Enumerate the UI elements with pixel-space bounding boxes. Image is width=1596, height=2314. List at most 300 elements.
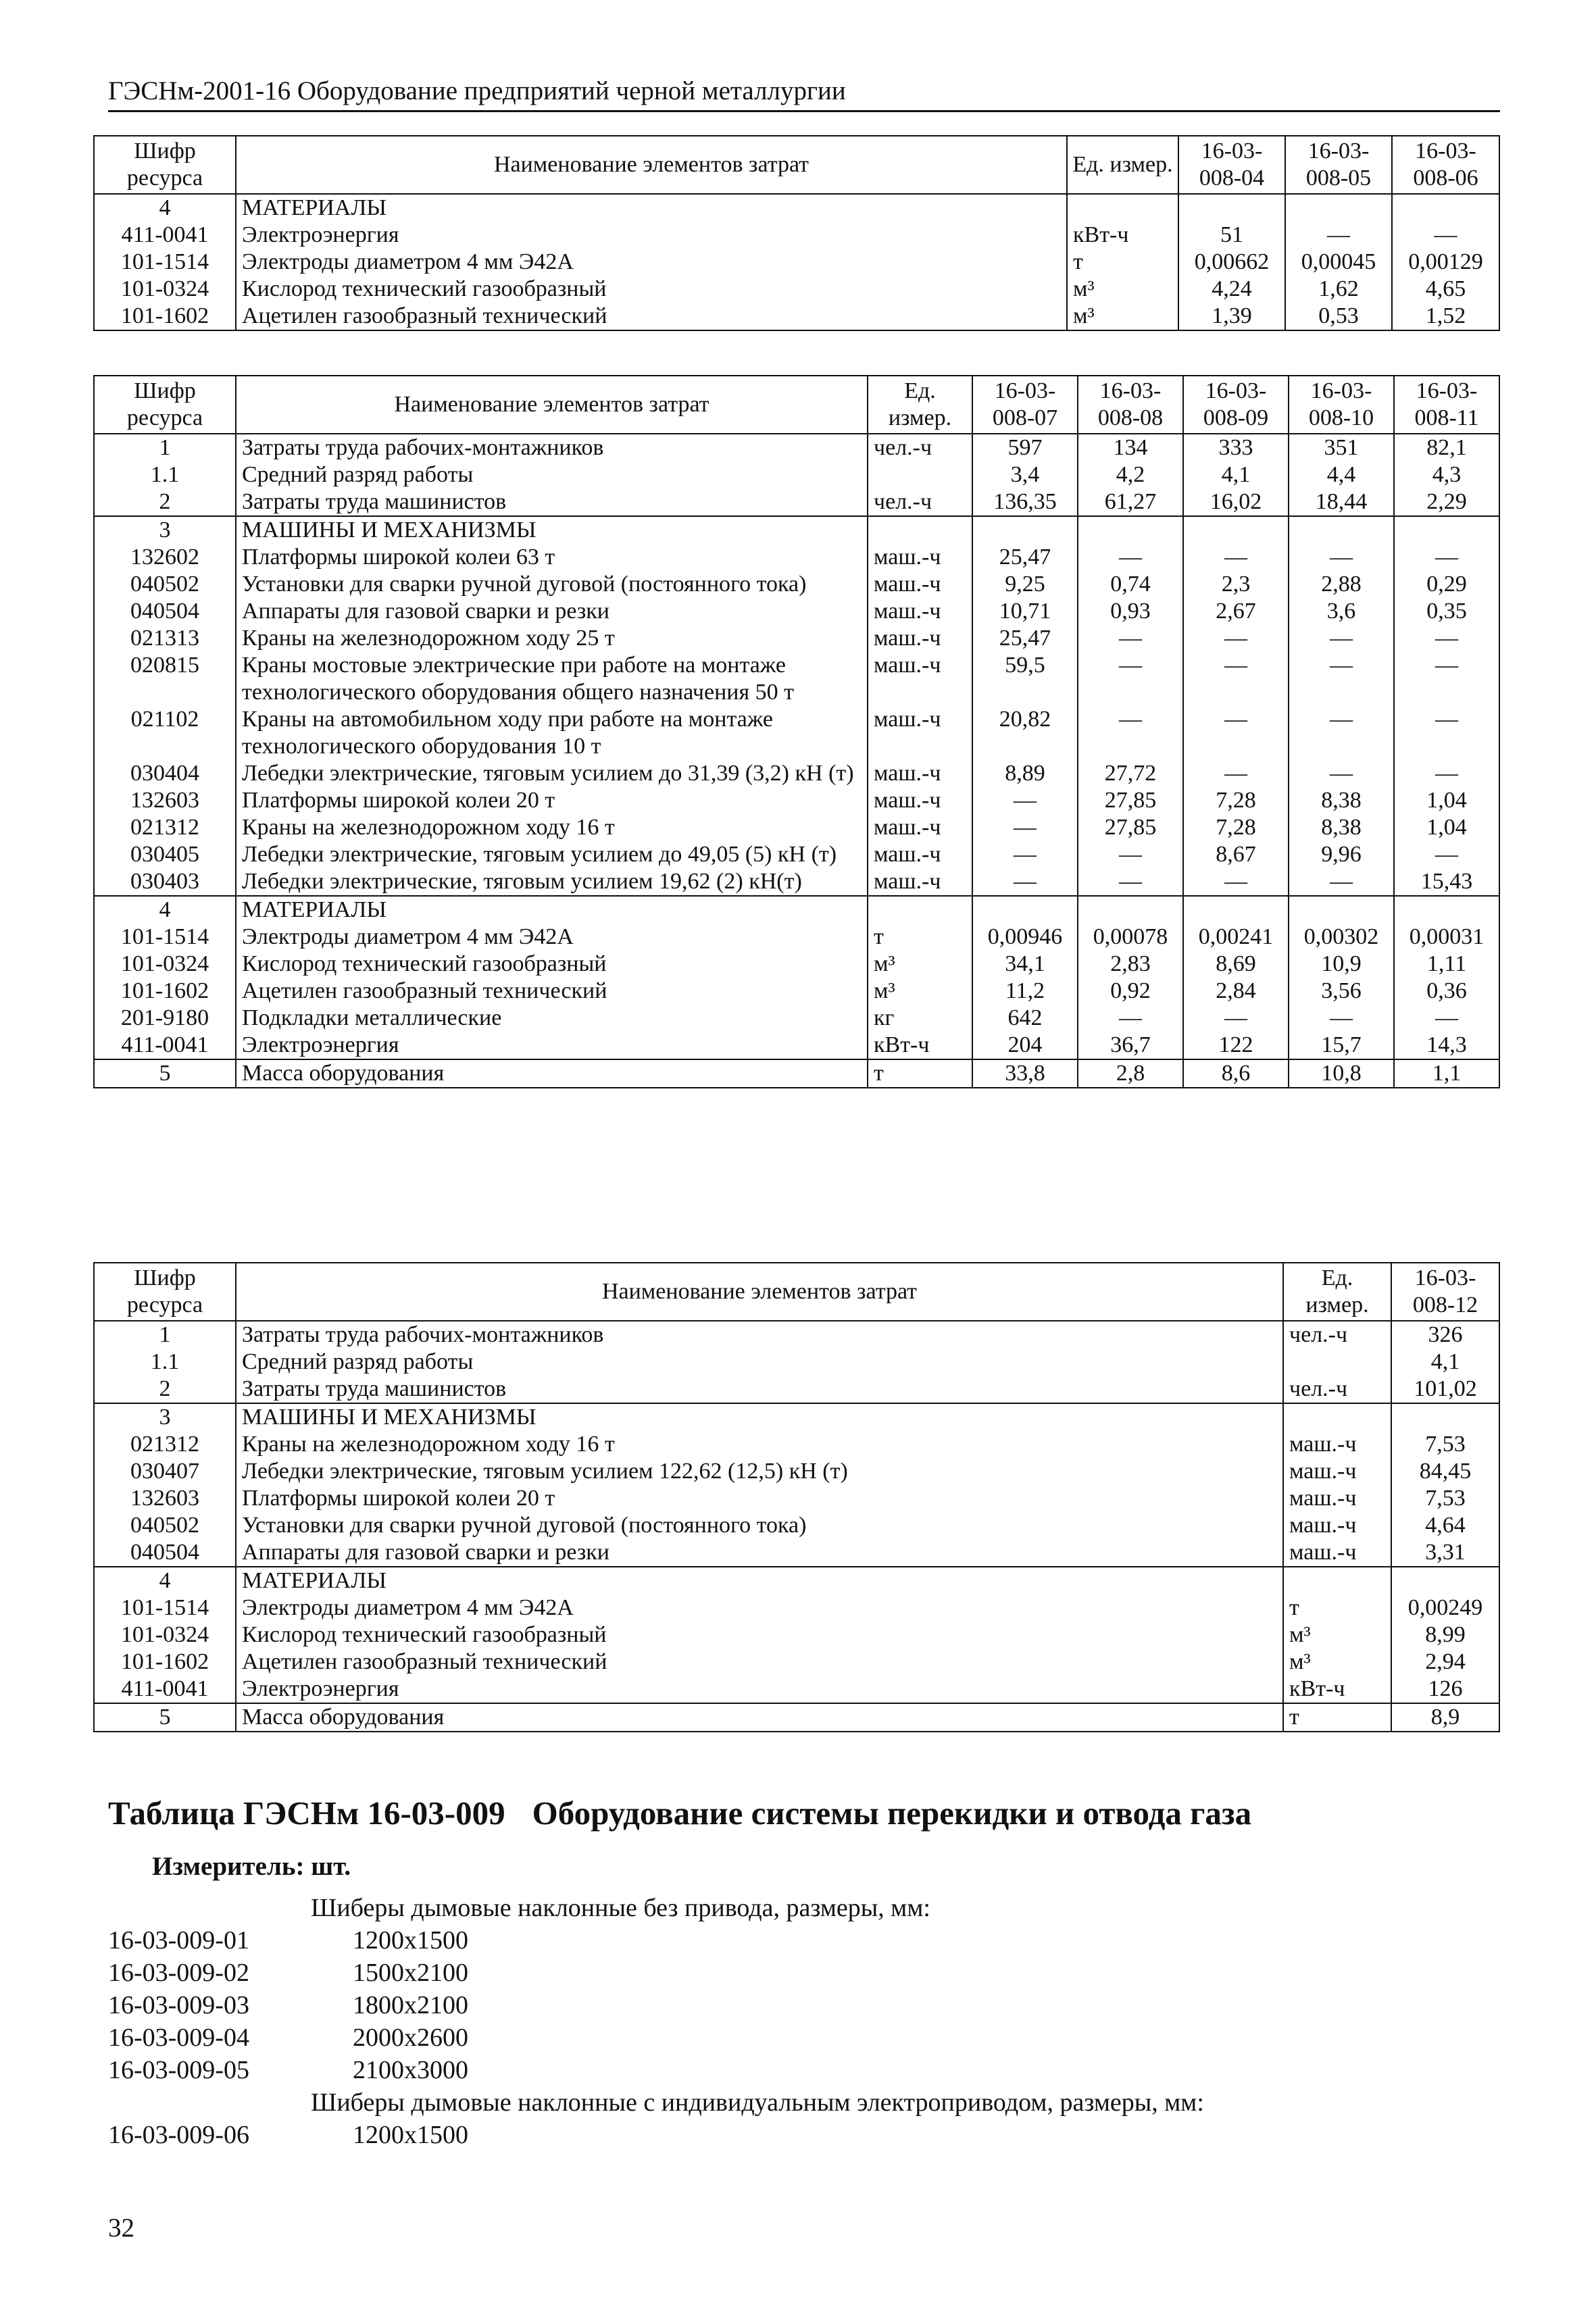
measure-unit: Измеритель: шт. xyxy=(152,1852,351,1881)
unit-cell: маш.-ч xyxy=(868,652,972,706)
value-cell: — xyxy=(1183,1005,1289,1032)
value-cell: 34,1 xyxy=(972,951,1078,978)
unit-cell xyxy=(1067,194,1178,222)
resource-name: Аппараты для газовой сварки и резки xyxy=(236,1539,1283,1567)
table-row xyxy=(94,896,1499,924)
unit-cell: м³ xyxy=(1283,1649,1391,1676)
table-row xyxy=(94,194,1499,222)
unit-cell xyxy=(1283,1567,1391,1594)
resource-code: 132602 xyxy=(94,544,236,571)
value-cell: 2,94 xyxy=(1391,1649,1499,1676)
value-cell: 1,62 xyxy=(1285,276,1392,303)
resource-name: Ацетилен газообразный технический xyxy=(236,1649,1283,1676)
value-cell: 4,2 xyxy=(1078,461,1183,488)
unit-cell: маш.-ч xyxy=(1283,1485,1391,1512)
value-cell: 10,8 xyxy=(1289,1059,1394,1088)
unit-cell: чел.-ч xyxy=(1283,1376,1391,1403)
unit-cell: кВт-ч xyxy=(1283,1676,1391,1703)
table-row xyxy=(94,760,1499,787)
value-cell: — xyxy=(1394,706,1499,760)
value-cell: 27,85 xyxy=(1078,814,1183,841)
value-cell: 2,83 xyxy=(1078,951,1183,978)
resource-code: 101-1514 xyxy=(94,249,236,276)
value-cell: 84,45 xyxy=(1391,1458,1499,1485)
resource-code: 101-1514 xyxy=(94,924,236,951)
unit-cell: маш.-ч xyxy=(868,760,972,787)
resource-name: Затраты труда машинистов xyxy=(236,488,868,516)
resource-table-1 xyxy=(93,135,1500,331)
unit-cell xyxy=(868,896,972,924)
value-cell: 3,56 xyxy=(1289,978,1394,1005)
resource-name: Кислород технический газообразный xyxy=(236,951,868,978)
value-cell: — xyxy=(1078,868,1183,896)
value-cell xyxy=(1178,194,1285,222)
norm-code: 16-03-009-01 xyxy=(108,1926,249,1955)
resource-name: Лебедки электрические, тяговым усилием 19,62 (2) кН(т) xyxy=(236,868,868,896)
value-cell: 0,00662 xyxy=(1178,249,1285,276)
table-row xyxy=(94,303,1499,330)
table-row xyxy=(94,516,1499,544)
resource-name: Краны на железнодорожном ходу 25 т xyxy=(236,625,868,652)
value-cell: 2,88 xyxy=(1289,571,1394,598)
unit-cell: кг xyxy=(868,1005,972,1032)
item-size: 1200х1500 xyxy=(353,1926,468,1955)
unit-cell: т xyxy=(1067,249,1178,276)
value-cell: 0,74 xyxy=(1078,571,1183,598)
resource-code: 411-0041 xyxy=(94,222,236,249)
value-cell: 8,69 xyxy=(1183,951,1289,978)
resource-name: Электроэнергия xyxy=(236,1676,1283,1703)
value-cell: 642 xyxy=(972,1005,1078,1032)
value-cell: 25,47 xyxy=(972,625,1078,652)
value-cell xyxy=(972,516,1078,544)
table-row xyxy=(94,598,1499,625)
value-cell: 0,00946 xyxy=(972,924,1078,951)
value-cell: 0,92 xyxy=(1078,978,1183,1005)
resource-name: Кислород технический газообразный xyxy=(236,1621,1283,1649)
resource-name: Платформы широкой колеи 20 т xyxy=(236,787,868,814)
value-cell: 7,28 xyxy=(1183,787,1289,814)
table-row xyxy=(94,1458,1499,1485)
table-row xyxy=(94,1703,1499,1732)
unit-cell xyxy=(1283,1349,1391,1376)
value-cell: — xyxy=(1289,652,1394,706)
value-cell: 0,00031 xyxy=(1394,924,1499,951)
resource-name: МАТЕРИАЛЫ xyxy=(236,1567,1283,1594)
resource-code: 021312 xyxy=(94,814,236,841)
value-cell: 51 xyxy=(1178,222,1285,249)
value-cell: — xyxy=(1183,868,1289,896)
unit-cell: маш.-ч xyxy=(868,706,972,760)
value-cell: — xyxy=(1289,760,1394,787)
col-header-norm: 16-03-008-09 xyxy=(1183,376,1289,434)
resource-code: 4 xyxy=(94,194,236,222)
table-row xyxy=(94,978,1499,1005)
resource-code: 101-1514 xyxy=(94,1594,236,1621)
resource-name: Затраты труда рабочих-монтажников xyxy=(236,1321,1283,1349)
col-header-norm: 16-03-008-04 xyxy=(1178,136,1285,194)
value-cell: 4,24 xyxy=(1178,276,1285,303)
value-cell: 4,1 xyxy=(1183,461,1289,488)
value-cell: 0,00302 xyxy=(1289,924,1394,951)
value-cell xyxy=(1289,896,1394,924)
value-cell: 25,47 xyxy=(972,544,1078,571)
resource-name: Электроэнергия xyxy=(236,1032,868,1059)
value-cell: 0,53 xyxy=(1285,303,1392,330)
resource-name: Подкладки металлические xyxy=(236,1005,868,1032)
value-cell: 27,72 xyxy=(1078,760,1183,787)
col-header-norm: 16-03-008-06 xyxy=(1392,136,1499,194)
value-cell: 59,5 xyxy=(972,652,1078,706)
value-cell: 0,93 xyxy=(1078,598,1183,625)
value-cell: 2,3 xyxy=(1183,571,1289,598)
value-cell: — xyxy=(1078,841,1183,868)
table-row xyxy=(94,951,1499,978)
unit-cell: чел.-ч xyxy=(868,434,972,461)
table-row xyxy=(94,1512,1499,1539)
unit-cell: маш.-ч xyxy=(868,598,972,625)
value-cell: 8,67 xyxy=(1183,841,1289,868)
table-row xyxy=(94,1321,1499,1349)
table-row xyxy=(94,625,1499,652)
value-cell: — xyxy=(1078,706,1183,760)
table-row xyxy=(94,1539,1499,1567)
value-cell: 1,04 xyxy=(1394,814,1499,841)
resource-code: 030407 xyxy=(94,1458,236,1485)
unit-cell: маш.-ч xyxy=(868,868,972,896)
item-group-heading: Шиберы дымовые наклонные без привода, размеры, мм: xyxy=(311,1894,930,1922)
unit-cell: маш.-ч xyxy=(868,787,972,814)
col-header-norm: 16-03-008-11 xyxy=(1394,376,1499,434)
norm-code: 16-03-009-04 xyxy=(108,2023,249,2052)
value-cell: 0,00078 xyxy=(1078,924,1183,951)
value-cell: — xyxy=(1078,625,1183,652)
norm-code: 16-03-009-02 xyxy=(108,1959,249,1987)
value-cell: 333 xyxy=(1183,434,1289,461)
resource-code: 020815 xyxy=(94,652,236,706)
resource-code: 040502 xyxy=(94,571,236,598)
resource-code: 3 xyxy=(94,516,236,544)
value-cell xyxy=(1392,194,1499,222)
value-cell: 1,39 xyxy=(1178,303,1285,330)
value-cell: 2,67 xyxy=(1183,598,1289,625)
value-cell: 7,53 xyxy=(1391,1431,1499,1458)
value-cell: 11,2 xyxy=(972,978,1078,1005)
value-cell: 0,00045 xyxy=(1285,249,1392,276)
resource-code: 3 xyxy=(94,1403,236,1431)
unit-cell: маш.-ч xyxy=(1283,1512,1391,1539)
table-row xyxy=(94,814,1499,841)
resource-name: Затраты труда машинистов xyxy=(236,1376,1283,1403)
table-title xyxy=(108,1794,1251,1832)
resource-name: Масса оборудования xyxy=(236,1059,868,1088)
value-cell: 16,02 xyxy=(1183,488,1289,516)
value-cell: — xyxy=(1078,544,1183,571)
unit-cell: маш.-ч xyxy=(868,625,972,652)
resource-code: 1 xyxy=(94,434,236,461)
unit-cell: маш.-ч xyxy=(868,544,972,571)
value-cell: 8,38 xyxy=(1289,787,1394,814)
col-header-code: Шифр ресурса xyxy=(94,136,236,194)
resource-code: 4 xyxy=(94,1567,236,1594)
resource-name: Краны на железнодорожном ходу 16 т xyxy=(236,1431,1283,1458)
page-number: 32 xyxy=(108,2213,134,2242)
item-size: 1200х1500 xyxy=(353,2121,468,2149)
value-cell: 9,96 xyxy=(1289,841,1394,868)
unit-cell: м³ xyxy=(868,951,972,978)
value-cell: — xyxy=(1289,544,1394,571)
value-cell: 0,36 xyxy=(1394,978,1499,1005)
resource-name: Лебедки электрические, тяговым усилием до 31,39 (3,2) кН (т) xyxy=(236,760,868,787)
value-cell: — xyxy=(1394,652,1499,706)
resource-name: Электроэнергия xyxy=(236,222,1067,249)
value-cell: 8,89 xyxy=(972,760,1078,787)
resource-code: 021312 xyxy=(94,1431,236,1458)
resource-code: 101-0324 xyxy=(94,276,236,303)
unit-cell: кВт-ч xyxy=(868,1032,972,1059)
resource-code: 021313 xyxy=(94,625,236,652)
resource-name: Лебедки электрические, тяговым усилием до 49,05 (5) кН (т) xyxy=(236,841,868,868)
resource-code: 1 xyxy=(94,1321,236,1349)
resource-code: 5 xyxy=(94,1059,236,1088)
resource-code: 411-0041 xyxy=(94,1676,236,1703)
resource-name: Платформы широкой колеи 20 т xyxy=(236,1485,1283,1512)
unit-cell: кВт-ч xyxy=(1067,222,1178,249)
norm-code: 16-03-009-03 xyxy=(108,1991,249,2019)
value-cell: 134 xyxy=(1078,434,1183,461)
table-row xyxy=(94,488,1499,516)
value-cell: 61,27 xyxy=(1078,488,1183,516)
value-cell: — xyxy=(1183,544,1289,571)
value-cell: — xyxy=(1183,652,1289,706)
value-cell: 15,7 xyxy=(1289,1032,1394,1059)
value-cell xyxy=(1078,896,1183,924)
value-cell: 10,71 xyxy=(972,598,1078,625)
col-header-unit: Ед. измер. xyxy=(1283,1263,1391,1321)
value-cell: 14,3 xyxy=(1394,1032,1499,1059)
resource-table-2 xyxy=(93,375,1500,1088)
value-cell: 101,02 xyxy=(1391,1376,1499,1403)
resource-code: 030404 xyxy=(94,760,236,787)
table-row xyxy=(94,434,1499,461)
value-cell: 326 xyxy=(1391,1321,1499,1349)
value-cell: 9,25 xyxy=(972,571,1078,598)
value-cell: 8,6 xyxy=(1183,1059,1289,1088)
resource-name: Краны мостовые электрические при работе на монтаже технологического оборудования общего назначения 50 т xyxy=(236,652,868,706)
value-cell xyxy=(1183,516,1289,544)
value-cell: 4,3 xyxy=(1394,461,1499,488)
resource-code: 101-0324 xyxy=(94,951,236,978)
value-cell xyxy=(972,896,1078,924)
col-header-norm: 16-03-008-07 xyxy=(972,376,1078,434)
unit-cell: маш.-ч xyxy=(1283,1458,1391,1485)
resource-name: Ацетилен газообразный технический xyxy=(236,978,868,1005)
col-header-name: Наименование элементов затрат xyxy=(236,376,868,434)
value-cell: — xyxy=(1183,625,1289,652)
table-row xyxy=(94,1403,1499,1431)
table-row xyxy=(94,924,1499,951)
table-row xyxy=(94,652,1499,706)
value-cell: 136,35 xyxy=(972,488,1078,516)
unit-cell xyxy=(868,461,972,488)
value-cell xyxy=(1391,1567,1499,1594)
value-cell xyxy=(1394,516,1499,544)
value-cell: — xyxy=(972,841,1078,868)
resource-name: МАТЕРИАЛЫ xyxy=(236,896,868,924)
unit-cell: маш.-ч xyxy=(868,841,972,868)
table-row xyxy=(94,1621,1499,1649)
value-cell: 351 xyxy=(1289,434,1394,461)
unit-cell: м³ xyxy=(1067,276,1178,303)
col-header-norm: 16-03-008-05 xyxy=(1285,136,1392,194)
table-row xyxy=(94,868,1499,896)
resource-code: 101-1602 xyxy=(94,303,236,330)
unit-cell xyxy=(1283,1403,1391,1431)
value-cell: 1,52 xyxy=(1392,303,1499,330)
unit-cell: маш.-ч xyxy=(1283,1431,1391,1458)
value-cell: 18,44 xyxy=(1289,488,1394,516)
value-cell: 27,85 xyxy=(1078,787,1183,814)
value-cell: 2,29 xyxy=(1394,488,1499,516)
table-row xyxy=(94,1649,1499,1676)
resource-code: 101-1602 xyxy=(94,1649,236,1676)
item-size: 2000х2600 xyxy=(353,2023,468,2052)
resource-code: 4 xyxy=(94,896,236,924)
resource-name: Лебедки электрические, тяговым усилием 122,62 (12,5) кН (т) xyxy=(236,1458,1283,1485)
table-row xyxy=(94,276,1499,303)
norm-code: 16-03-009-05 xyxy=(108,2056,249,2084)
table-row xyxy=(94,1032,1499,1059)
resource-code: 5 xyxy=(94,1703,236,1732)
value-cell: 1,11 xyxy=(1394,951,1499,978)
table-row xyxy=(94,787,1499,814)
col-header-norm: 16-03-008-08 xyxy=(1078,376,1183,434)
col-header-norm: 16-03-008-12 xyxy=(1391,1263,1499,1321)
value-cell xyxy=(1394,896,1499,924)
resource-name: Кислород технический газообразный xyxy=(236,276,1067,303)
resource-name: Средний разряд работы xyxy=(236,1349,1283,1376)
unit-cell: м³ xyxy=(1067,303,1178,330)
unit-cell: м³ xyxy=(1283,1621,1391,1649)
norm-code: 16-03-009-06 xyxy=(108,2121,249,2149)
table-row xyxy=(94,249,1499,276)
resource-name: МАТЕРИАЛЫ xyxy=(236,194,1067,222)
table-row xyxy=(94,222,1499,249)
resource-name: Установки для сварки ручной дуговой (постоянного тока) xyxy=(236,1512,1283,1539)
value-cell: 126 xyxy=(1391,1676,1499,1703)
value-cell: — xyxy=(1183,706,1289,760)
resource-name: МАШИНЫ И МЕХАНИЗМЫ xyxy=(236,1403,1283,1431)
resource-name: Краны на железнодорожном ходу 16 т xyxy=(236,814,868,841)
resource-name: Масса оборудования xyxy=(236,1703,1283,1732)
resource-name: Электроды диаметром 4 мм Э42А xyxy=(236,1594,1283,1621)
table-row xyxy=(94,1349,1499,1376)
value-cell: — xyxy=(1183,760,1289,787)
table-row xyxy=(94,544,1499,571)
value-cell: 33,8 xyxy=(972,1059,1078,1088)
value-cell: 0,00249 xyxy=(1391,1594,1499,1621)
running-header: ГЭСНм-2001-16 Оборудование предприятий черной металлургии xyxy=(108,76,1500,112)
resource-code: 132603 xyxy=(94,787,236,814)
value-cell: — xyxy=(972,787,1078,814)
resource-name: Средний разряд работы xyxy=(236,461,868,488)
unit-cell: т xyxy=(1283,1594,1391,1621)
value-cell xyxy=(1391,1403,1499,1431)
value-cell: 7,53 xyxy=(1391,1485,1499,1512)
value-cell: 3,6 xyxy=(1289,598,1394,625)
col-header-name: Наименование элементов затрат xyxy=(236,136,1067,194)
item-size: 2100х3000 xyxy=(353,2056,468,2084)
value-cell: — xyxy=(1078,652,1183,706)
resource-name: Установки для сварки ручной дуговой (постоянного тока) xyxy=(236,571,868,598)
value-cell: — xyxy=(1394,760,1499,787)
resource-name: Затраты труда рабочих-монтажников xyxy=(236,434,868,461)
resource-code: 1.1 xyxy=(94,461,236,488)
value-cell: 8,9 xyxy=(1391,1703,1499,1732)
resource-table-3 xyxy=(93,1262,1500,1732)
value-cell: 0,35 xyxy=(1394,598,1499,625)
table-row xyxy=(94,461,1499,488)
value-cell: 122 xyxy=(1183,1032,1289,1059)
value-cell xyxy=(1078,516,1183,544)
value-cell: — xyxy=(1394,841,1499,868)
value-cell: 8,38 xyxy=(1289,814,1394,841)
item-group-heading: Шиберы дымовые наклонные с индивидуальным электроприводом, размеры, мм: xyxy=(311,2088,1204,2117)
value-cell: — xyxy=(1392,222,1499,249)
resource-code: 2 xyxy=(94,1376,236,1403)
value-cell: 36,7 xyxy=(1078,1032,1183,1059)
value-cell: — xyxy=(1285,222,1392,249)
table-row xyxy=(94,841,1499,868)
table-row xyxy=(94,1676,1499,1703)
value-cell: 20,82 xyxy=(972,706,1078,760)
value-cell: 2,84 xyxy=(1183,978,1289,1005)
value-cell: 0,29 xyxy=(1394,571,1499,598)
col-header-unit: Ед. измер. xyxy=(868,376,972,434)
table-row xyxy=(94,571,1499,598)
value-cell: 0,00241 xyxy=(1183,924,1289,951)
value-cell: 82,1 xyxy=(1394,434,1499,461)
resource-code: 030403 xyxy=(94,868,236,896)
unit-cell: чел.-ч xyxy=(1283,1321,1391,1349)
col-header-name: Наименование элементов затрат xyxy=(236,1263,1283,1321)
unit-cell: т xyxy=(1283,1703,1391,1732)
value-cell: — xyxy=(1289,706,1394,760)
unit-cell: т xyxy=(868,924,972,951)
value-cell: — xyxy=(1289,1005,1394,1032)
resource-name: Краны на автомобильном ходу при работе на монтаже технологического оборудования 10 т xyxy=(236,706,868,760)
resource-name: Платформы широкой колеи 63 т xyxy=(236,544,868,571)
unit-cell: м³ xyxy=(868,978,972,1005)
col-header-unit: Ед. измер. xyxy=(1067,136,1178,194)
value-cell: 15,43 xyxy=(1394,868,1499,896)
table-row xyxy=(94,1567,1499,1594)
resource-code: 040502 xyxy=(94,1512,236,1539)
value-cell: — xyxy=(972,814,1078,841)
value-cell: — xyxy=(1394,1005,1499,1032)
unit-cell: чел.-ч xyxy=(868,488,972,516)
value-cell: — xyxy=(1289,868,1394,896)
table-row xyxy=(94,1059,1499,1088)
col-header-code: Шифр ресурса xyxy=(94,1263,236,1321)
unit-cell: маш.-ч xyxy=(868,814,972,841)
unit-cell: т xyxy=(868,1059,972,1088)
value-cell xyxy=(1289,516,1394,544)
resource-code: 411-0041 xyxy=(94,1032,236,1059)
value-cell: — xyxy=(972,868,1078,896)
value-cell: 3,31 xyxy=(1391,1539,1499,1567)
resource-code: 101-1602 xyxy=(94,978,236,1005)
